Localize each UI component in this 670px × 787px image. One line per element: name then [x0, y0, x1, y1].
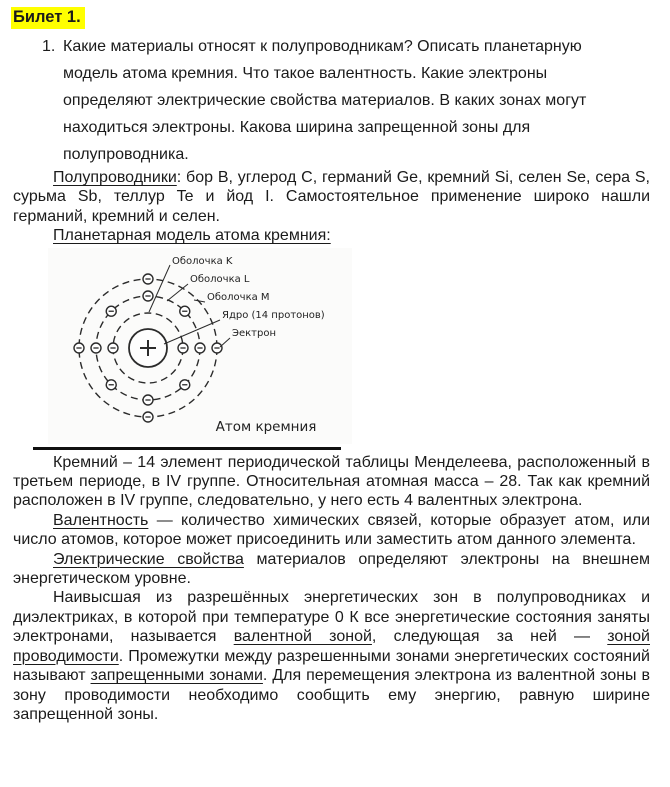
atom-model-svg [48, 248, 352, 444]
document-title: Билет 1. [11, 7, 85, 29]
atom-caption: Атом кремния [215, 418, 317, 435]
shell-k-label: Оболочка K [172, 255, 233, 267]
shell-l-label: Оболочка L [190, 273, 250, 285]
energy-bands-paragraph: Наивысшая из разрешённых энергетических зон в полупроводниках и диэлектриках, в которой при температуре 0 К все энергетические состояния заняты электронами, называется валентной зоной, следующая за ней — зоной проводимости. Промежутки между разрешенными зонами энергетических состояний называют запрещенными зонами. Для перемещения электрона из валентной зоны в зону проводимости необходимо сообщить ему энергию, равную ширине запрещенной зоны. [13, 589, 651, 723]
answer-paragraphs [13, 453, 650, 725]
question-text: Какие материалы относят к полупроводникам? Описать планетарную модель атома кремния. Что такое валентность. Какие электроны определяют электрические свойства материалов. В каких зонах могут находиться электроны. Какова ширина запрещенной зоны для полупроводника. [63, 38, 587, 163]
semiconductors-list-paragraph: Полупроводники: бор B, углерод C, германий Ge, кремний Si, селен Se, сера S, сурьма Sb, теллур Te и йод I. Самостоятельное применение широко нашли германий, кремний и селен. [13, 169, 650, 225]
silicon-element-paragraph: Кремний – 14 элемент периодической таблицы Менделеева, расположенный в третьем периоде, в IV группе. Относительная атомная масса – 28. Так как кремний расположен в IV группе, следовательно, у него есть 4 валентных электрона. [13, 453, 650, 510]
valency-definition-paragraph: Валентность — количество химических связей, которые образует атом, или число атомов, которое может присоединить или заместить атом данного элемента. [13, 511, 650, 549]
electron-label: Эектрон [232, 327, 277, 339]
nucleus-label-leader-line [164, 320, 220, 344]
nucleus-label: Ядро (14 протонов) [222, 309, 325, 321]
shell-m-label: Оболочка M [207, 291, 270, 303]
figure-underline-rule [33, 447, 341, 450]
electrical-properties-paragraph: Электрические свойства материалов определяют электроны на внешнем энергетическом уровне. [13, 550, 650, 588]
question-item [42, 33, 670, 168]
shell-k-label-leader-line [149, 265, 170, 312]
question-number: 1. [42, 38, 56, 55]
shell-l-label-leader-line [167, 284, 188, 301]
intro-paragraphs [13, 168, 650, 246]
planetary-model-heading: Планетарная модель атома кремния: [53, 227, 331, 245]
silicon-atom-diagram [48, 248, 352, 444]
electron-label-leader-line [220, 338, 230, 347]
